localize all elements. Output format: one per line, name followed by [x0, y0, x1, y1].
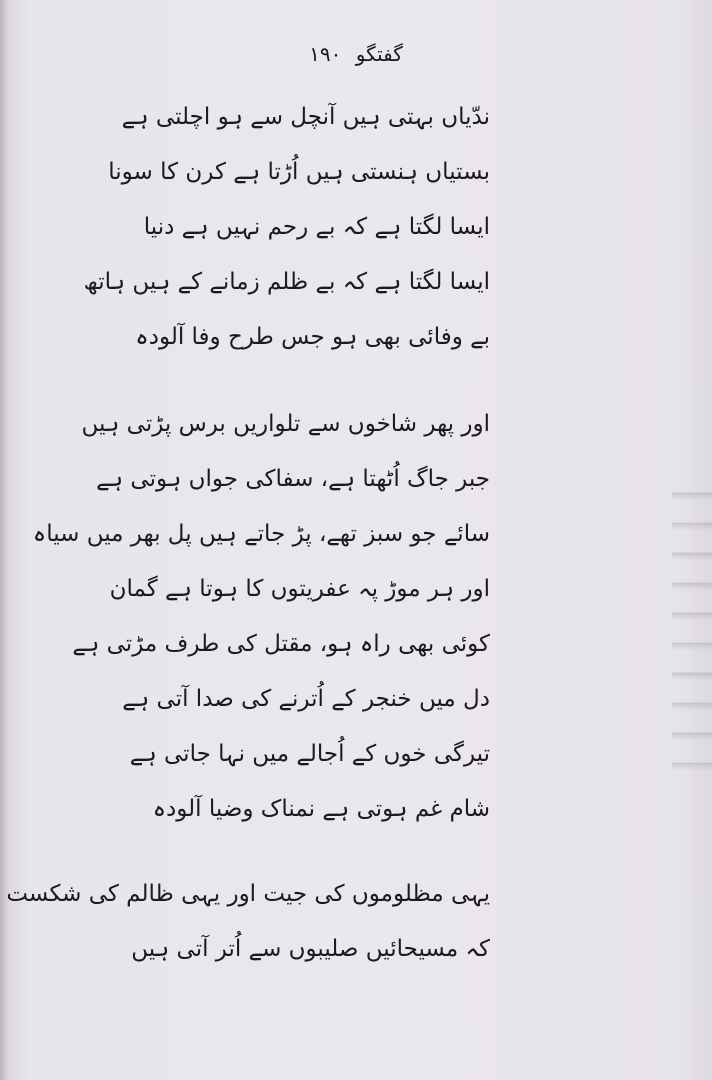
stanza-3: [6, 872, 490, 982]
page-number: ۱۹۰: [309, 42, 342, 66]
page-header: [0, 36, 712, 72]
verse-line: اور پھر شاخوں سے تلواریں برس پڑتی ہیں: [81, 411, 490, 437]
verse-line: ایسا لگتا ہے کہ بے ظلم زمانے کے ہیں ہاتھ: [83, 269, 490, 295]
verse-line: جبر جاگ اُٹھتا ہے، سفاکی جواں ہوتی ہے: [96, 466, 490, 492]
page-binding-edge: [0, 0, 8, 1080]
running-title: گفتگو: [355, 42, 403, 66]
verse-line: اور ہر موڑ پہ عفریتوں کا ہوتا ہے گمان: [109, 576, 490, 602]
verse-line: کوئی بھی راہ ہو، مقتل کی طرف مڑتی ہے: [72, 631, 490, 657]
verse-line: بستیاں ہنستی ہیں اُڑتا ہے کرن کا سونا: [108, 159, 490, 185]
stanza-1: [83, 95, 490, 370]
verse-line: ایسا لگتا ہے کہ بے رحم نہیں ہے دنیا: [143, 214, 490, 240]
verse-line: کہ مسیحائیں صلیبوں سے اُتر آتی ہیں: [131, 936, 490, 962]
verse-line: دل میں خنجر کے اُترنے کی صدا آتی ہے: [122, 686, 490, 712]
verse-line: تیرگی خوں کے اُجالے میں نہا جاتی ہے: [129, 741, 490, 767]
verse-line: بے وفائی بھی ہو جس طرح وفا آلودہ: [135, 324, 490, 350]
verse-line: سائے جو سبز تھے، پڑ جاتے ہیں پل بھر میں سیاہ: [32, 521, 490, 547]
verse-line: شام غم ہوتی ہے نمناک وضیا آلودہ: [152, 796, 490, 822]
ink-bleed-through: [672, 470, 712, 790]
verse-line: یہی مظلوموں کی جیت اور یہی ظالم کی شکست: [6, 881, 490, 907]
stanza-2: [32, 402, 490, 842]
verse-line: ندّیاں بہتی ہیں آنچل سے ہو اچلتی ہے: [121, 104, 490, 130]
